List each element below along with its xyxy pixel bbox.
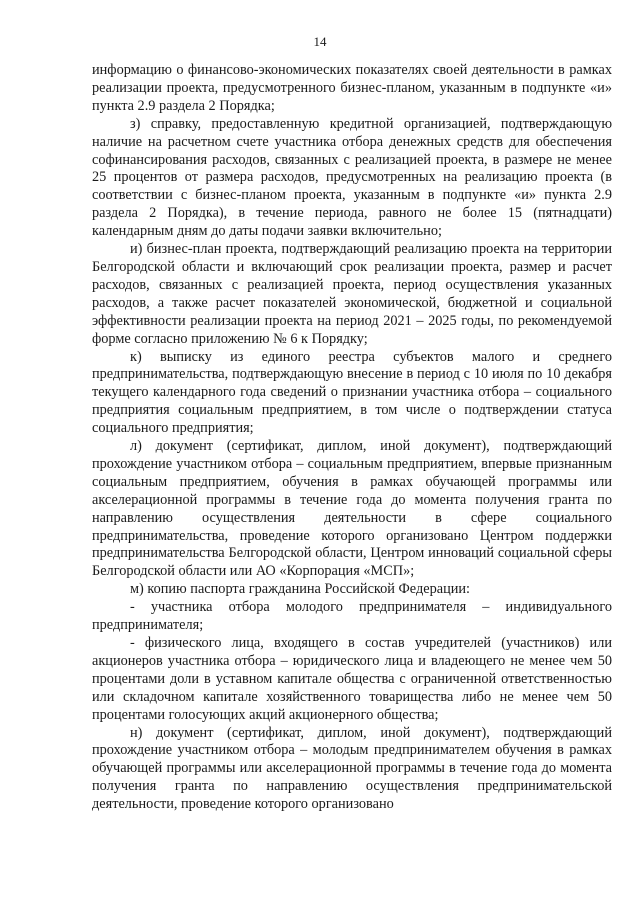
paragraph-z-bank-statement: з) справку, предоставленную кредитной организацией, подтверждающую наличие на расчетном счете участника отбора денежных средств для обеспечения софинансирования расходов, связанных с реализацией проекта, в размере не менее 25 процентов от размера расходов, предусмотренных на реализацию проекта (в соответствии с бизнес-планом проекта, указанным в подпункте «и» пункта 2.9 раздела 2 Порядка), в течение периода, равного не более 15 (пятнадцати) календарным дням до даты подачи заявки включительно;: [92, 115, 612, 240]
paragraph-l-training-certificate: л) документ (сертификат, диплом, иной документ), подтверждающий прохождение участником отбора – социальным предприятием, впервые признанным социальным предприятием, обучения в рамках обучающей программы или акселерационной программы в течение года до момента получения гранта по направлению осуществления деятельности в сфере социального предпринимательства, проведение которого организовано Центром поддержки предпринимательства Белгородской области, Центром инноваций социальной сферы Белгородской области или АО «Корпорация «МСП»;: [92, 438, 612, 580]
list-item-entrepreneur: - участника отбора молодого предпринимателя – индивидуального предпринимателя;: [92, 599, 612, 634]
list-item-individual: - физического лица, входящего в состав учредителей (участников) или акционеров участника отбора – юридического лица и владеющего не менее чем 50 процентами доли в уставном капитале общества с ограниченной ответственностью или складочном капитале хозяйственного товарищества либо не менее чем 50 процентами голосующих акций акционерного общества;: [92, 635, 612, 723]
paragraph-k-registry-extract: к) выписку из единого реестра субъектов малого и среднего предпринимательства, подтверждающую внесение в период с 10 июля по 10 декабря текущего календарного года сведений о признании участника отбора – социального предприятия социальным предприятием, в том числе о подтверждении статуса социального предприятия;: [92, 348, 612, 437]
document-body: [92, 62, 612, 814]
paragraph-m-passport-copy: м) копию паспорта гражданина Российской Федерации:: [130, 581, 471, 598]
page-number: 14: [313, 34, 327, 49]
paragraph-continuation: информацию о финансово-экономических показателях своей деятельности в рамках реализации проекта, предусмотренного бизнес-планом, указанным в подпункте «и» пункта 2.9 раздела 2 Порядка;: [92, 62, 612, 114]
paragraph-n-training-certificate: н) документ (сертификат, диплом, иной документ), подтверждающий прохождение участником отбора – молодым предпринимателем обучения в рамках обучающей программы или акселерационной программы в течение года до момента получения гранта по направлению осуществления предпринимательской деятельности, проведение которого организовано: [92, 724, 612, 813]
paragraph-i-business-plan: и) бизнес-план проекта, подтверждающий реализацию проекта на территории Белгородской области и включающий срок реализации проекта, размер и расчет расходов, связанных с реализацией проекта, период осуществления указанных расходов, а также расчет показателей экономической, бюджетной и социальной эффективности реализации проекта на период 2021 – 2025 годы, по рекомендуемой форме согласно приложению № 6 к Порядку;: [92, 241, 612, 347]
